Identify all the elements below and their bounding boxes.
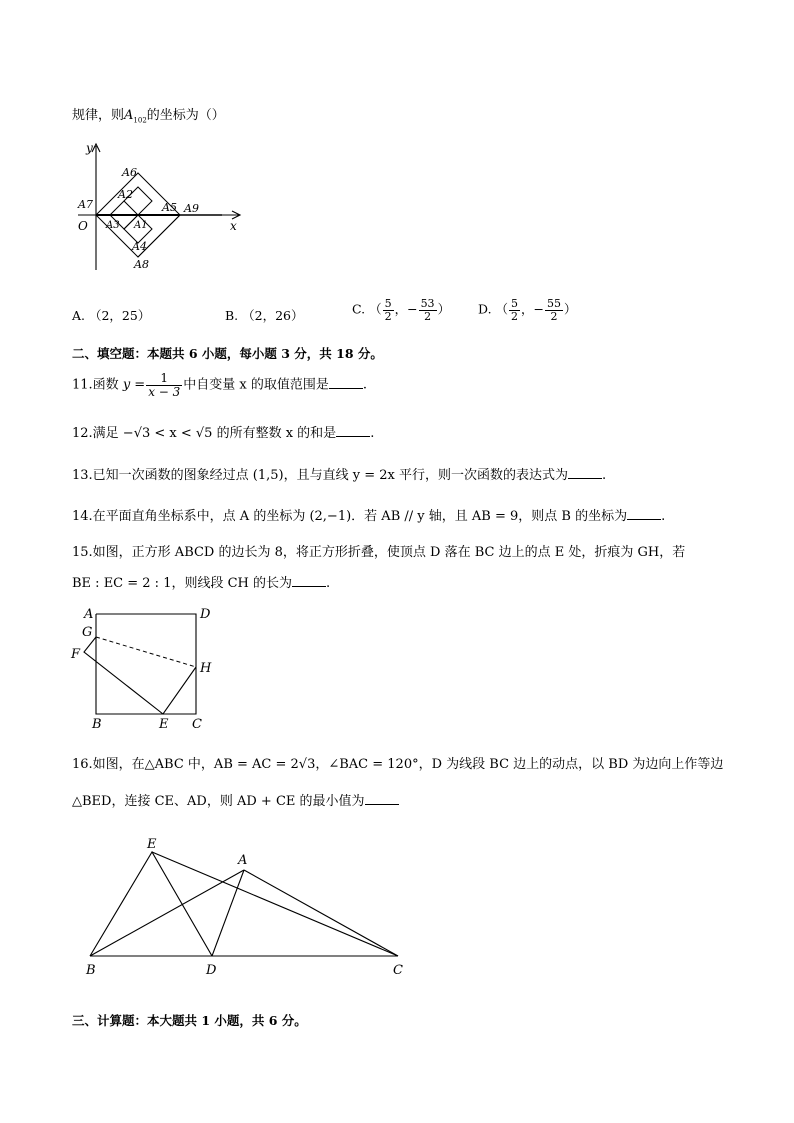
answer-blank-15[interactable] bbox=[292, 576, 326, 587]
label-g: G bbox=[82, 625, 93, 640]
label-b: B bbox=[86, 963, 96, 978]
answer-blank-14[interactable] bbox=[627, 509, 661, 520]
question-16-line2: △BED，连接 CE、AD，则 AD + CE 的最小值为 bbox=[72, 790, 399, 809]
label-f: F bbox=[71, 647, 81, 662]
answer-blank-11[interactable] bbox=[329, 378, 363, 389]
label-h: H bbox=[200, 661, 212, 676]
label-a4: A4 bbox=[132, 240, 147, 253]
label-a: A bbox=[238, 853, 248, 868]
label-c: C bbox=[393, 963, 403, 978]
option-a[interactable]: A. （2，25） bbox=[72, 308, 151, 323]
question-16-line1: 16.如图，在△ABC 中，AB = AC = 2√3，∠BAC = 120°，D 为线段 BC 边上的动点，以 BD 为边向上作等边 bbox=[72, 757, 724, 772]
label-a5: A5 bbox=[162, 201, 177, 214]
answer-blank-13[interactable] bbox=[568, 468, 602, 479]
option-c[interactable]: C. （ $\frac{5}{2}$ ，− $\frac{53}{2}$ ） bbox=[352, 297, 451, 323]
label-d: D bbox=[200, 607, 211, 622]
label-e: E bbox=[147, 837, 157, 852]
label-d: D bbox=[206, 963, 217, 978]
question-15-line1: 15.如图，正方形 ABCD 的边长为 8，将正方形折叠，使顶点 D 落在 BC 边上的点 E 处，折痕为 GH，若 bbox=[72, 545, 686, 560]
answer-blank-16[interactable] bbox=[365, 794, 399, 805]
figure-q15 bbox=[66, 602, 226, 732]
q10-intro: 规律，则$A_{102}$的坐标为（） bbox=[72, 108, 225, 125]
question-11: 11.函数 y = $\frac{1}{x - 3}$ 中自变量 x 的取值范围是 . bbox=[72, 371, 368, 399]
label-origin: O bbox=[78, 219, 88, 233]
section-2-heading: 二、填空题：本题共 6 小题，每小题 3 分，共 18 分。 bbox=[72, 346, 383, 361]
label-x: x bbox=[230, 219, 237, 233]
label-a: A bbox=[84, 607, 94, 622]
option-b[interactable]: B. （2，26） bbox=[225, 308, 304, 323]
label-a6: A6 bbox=[122, 166, 137, 179]
answer-blank-12[interactable] bbox=[336, 426, 370, 437]
label-e: E bbox=[159, 717, 169, 732]
question-13: 13.已知一次函数的图象经过点 (1,5)，且与直线 y = 2x 平行，则一次函数的表达式为 . bbox=[72, 468, 607, 483]
label-a3: A3 bbox=[106, 220, 120, 231]
label-a1: A1 bbox=[134, 220, 148, 231]
label-a8: A8 bbox=[134, 258, 149, 271]
label-c: C bbox=[192, 717, 202, 732]
question-12: 12.满足 −√3 < x < √5 的所有整数 x 的和是 . bbox=[72, 426, 375, 441]
label-y: y bbox=[86, 141, 93, 155]
question-15-line2: BE : EC = 2 : 1，则线段 CH 的长为 . bbox=[72, 576, 331, 591]
figure-q16 bbox=[80, 832, 420, 982]
label-b: B bbox=[92, 717, 102, 732]
figure-q10 bbox=[70, 138, 250, 278]
question-14: 14.在平面直角坐标系中，点 A 的坐标为 (2,−1)．若 AB // y 轴，且 AB = 9，则点 B 的坐标为 . bbox=[72, 509, 666, 524]
section-3-heading: 三、计算题：本大题共 1 小题，共 6 分。 bbox=[72, 1013, 307, 1028]
label-a2: A2 bbox=[118, 188, 133, 201]
label-a9: A9 bbox=[184, 202, 199, 215]
option-d[interactable]: D. （ $\frac{5}{2}$ ，− $\frac{55}{2}$ ） bbox=[478, 297, 577, 323]
label-a7: A7 bbox=[78, 198, 93, 211]
